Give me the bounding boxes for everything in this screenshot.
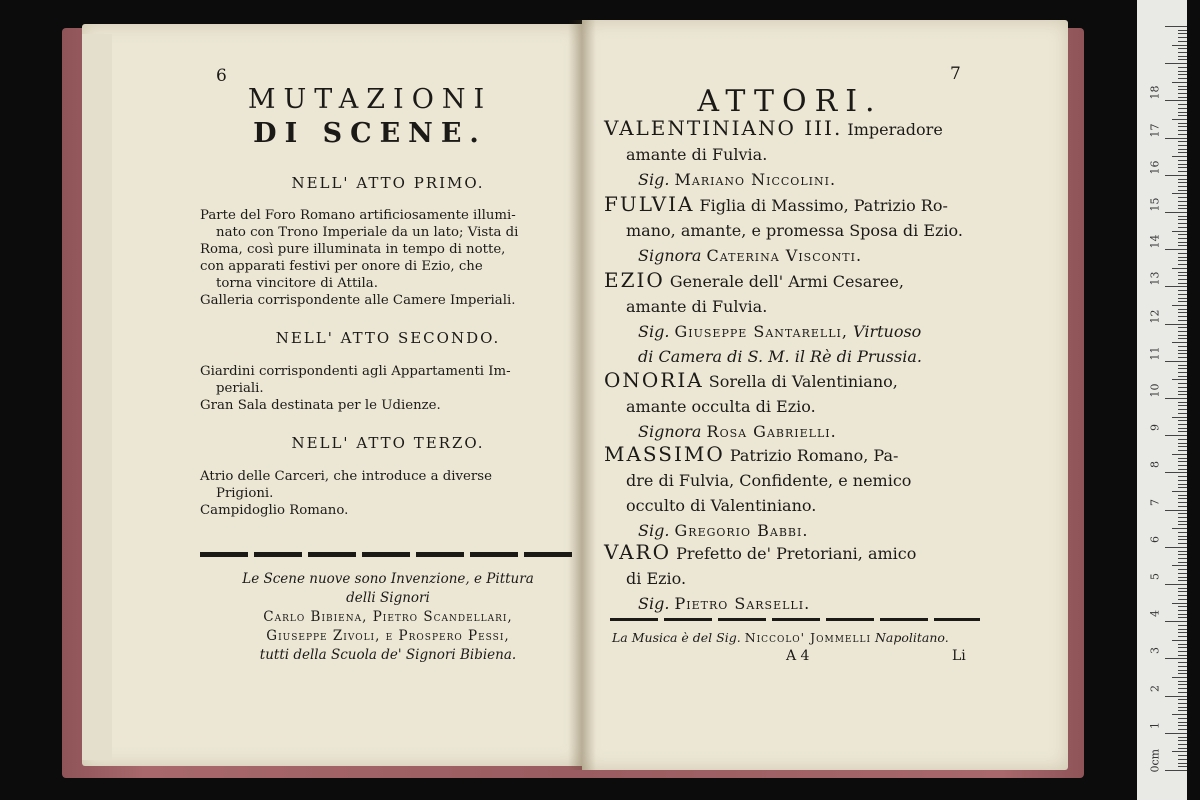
ruler-tick [1178,580,1187,581]
credit-artists: Carlo Bibiena, Pietro Scandellari, [263,609,513,625]
ruler-tick [1178,644,1187,645]
actor-name: VALENTINIANO III. [604,116,843,140]
actor-name: EZIO [604,268,665,292]
ruler-tick [1178,450,1187,451]
ruler-tick [1178,759,1187,760]
ruler-tick [1178,253,1187,254]
ruler-tick [1178,216,1187,217]
ruler-tick [1178,666,1187,667]
ruler-tick [1178,197,1187,198]
ruler-label: 16 [1148,160,1162,175]
ruler-tick [1178,495,1187,496]
ruler-tick [1178,595,1187,596]
ruler-tick [1178,56,1187,57]
singer-name: Mariano Niccolini. [674,170,837,189]
act1-description [200,207,576,309]
ruler-tick [1178,465,1187,466]
act3-line: Atrio delle Carceri, che introduce a diverse [200,469,492,484]
ruler-tick [1178,171,1187,172]
ruler-tick [1178,707,1187,708]
actor-desc: amante occulta di Ezio. [626,397,816,416]
ruler-tick [1178,536,1187,537]
ruler-tick [1178,223,1187,224]
ruler-tick [1178,763,1187,764]
act2-description [200,363,576,414]
actor-name: ONORIA [604,368,704,392]
actor-desc: Figlia di Massimo, Patrizio Ro- [699,196,948,215]
actor-desc: Prefetto de' Pretoriani, amico [676,544,917,563]
ruler-tick [1165,63,1187,64]
ruler-tick [1172,119,1187,120]
ruler-tick [1178,651,1187,652]
measurement-ruler [1137,0,1187,800]
singer-name: Pietro Sarselli. [674,594,811,613]
singer-name: Rosa Gabrielli. [706,422,837,441]
ruler-tick [1178,710,1187,711]
singer-name: Giuseppe Santarelli, [674,322,848,341]
ruler-tick [1178,722,1187,723]
ruler-tick [1178,74,1187,75]
ruler-tick [1178,309,1187,310]
ruler-tick [1178,331,1187,332]
act1-heading: NELL' ATTO PRIMO. [291,174,485,192]
ruler-tick [1178,692,1187,693]
ruler-tick [1172,640,1187,641]
ruler-tick [1178,532,1187,533]
ruler-tick [1178,513,1187,514]
right-page-number: 7 [950,64,961,84]
singer-title: Sig. [638,170,670,189]
actor-desc: di Ezio. [626,569,687,588]
ruler-tick [1165,547,1187,548]
ruler-tick [1178,257,1187,258]
ruler-label: 1 [1148,721,1162,729]
ruler-tick [1178,610,1187,611]
ruler-tick [1178,428,1187,429]
ruler-tick [1172,528,1187,529]
ruler-tick [1165,472,1187,473]
ruler-tick [1178,718,1187,719]
left-page-number: 6 [216,66,227,86]
act3-heading: NELL' ATTO TERZO. [291,434,485,452]
ruler-tick [1178,205,1187,206]
ornamental-rule [610,618,980,621]
ruler-label: 4 [1148,610,1162,618]
ruler-tick [1178,551,1187,552]
ruler-label: 12 [1148,309,1162,324]
ruler-tick [1178,41,1187,42]
ruler-tick [1178,242,1187,243]
ruler-tick [1172,379,1187,380]
act1-line: nato con Trono Imperiale da un lato; Vista di [216,225,519,240]
act2-line: Gran Sala destinata per le Udienze. [200,398,441,413]
ruler-tick [1178,431,1187,432]
ruler-tick [1178,420,1187,421]
ruler-tick [1178,744,1187,745]
ruler-tick [1178,443,1187,444]
ruler-tick [1172,268,1187,269]
actor-fulvia [604,192,963,268]
act1-line: Roma, così pure illuminata in tempo di notte, [200,242,506,257]
ruler-tick [1178,402,1187,403]
actor-varo [604,540,916,616]
ruler-tick [1178,67,1187,68]
ruler-tick [1178,684,1187,685]
ruler-tick [1178,86,1187,87]
ruler-tick [1178,152,1187,153]
actor-desc: dre di Fulvia, Confidente, e nemico [626,471,912,490]
ruler-tick [1178,699,1187,700]
ruler-tick [1178,748,1187,749]
ruler-tick [1178,517,1187,518]
ruler-label: 8 [1148,461,1162,469]
credit-line: tutti della Scuola de' Signori Bibiena. [259,647,517,663]
actor-valentiniano [604,116,943,192]
signature-mark: A 4 [786,648,810,664]
ruler-tick [1178,636,1187,637]
ruler-tick [1178,238,1187,239]
ruler-tick [1178,275,1187,276]
ruler-label: 11 [1148,346,1162,361]
ruler-tick [1165,249,1187,250]
ruler-tick [1178,78,1187,79]
ruler-tick [1178,260,1187,261]
act1-line: Galleria corrispondente alle Camere Imperiali. [200,293,516,308]
act1-line: torna vincitore di Attila. [216,276,378,291]
ruler-tick [1178,320,1187,321]
ruler-tick [1178,655,1187,656]
ruler-tick [1178,446,1187,447]
ruler-tick [1178,476,1187,477]
actor-onoria [604,368,898,444]
singer-name: Caterina Visconti. [706,246,863,265]
ruler-tick [1178,469,1187,470]
ruler-tick [1178,725,1187,726]
ruler-tick [1178,543,1187,544]
ruler-tick [1178,688,1187,689]
ruler-label: 6 [1148,535,1162,543]
ruler-tick [1165,584,1187,585]
ruler-tick [1172,45,1187,46]
ruler-tick [1172,342,1187,343]
actor-desc: amante di Fulvia. [626,297,768,316]
ruler-tick [1178,164,1187,165]
credit-line: delli Signori [346,590,430,606]
actor-desc: Sorella di Valentiniano, [708,372,898,391]
ruler-tick [1178,167,1187,168]
ruler-tick [1172,491,1187,492]
actor-name: FULVIA [604,192,695,216]
ruler-tick [1178,130,1187,131]
ruler-tick [1178,554,1187,555]
ruler-tick [1178,484,1187,485]
ruler-tick [1178,115,1187,116]
ruler-tick [1178,458,1187,459]
ruler-tick [1178,681,1187,682]
ruler-tick [1178,480,1187,481]
actor-name: VARO [604,540,671,564]
scene-credits [196,570,580,665]
ruler-label: 0cm [1148,748,1162,773]
actor-desc: occulto di Valentiniano. [626,496,817,515]
ruler-tick [1178,662,1187,663]
ruler-label: 14 [1148,234,1162,249]
ruler-tick [1178,729,1187,730]
music-credit-prefix: La Musica è del Sig. [612,630,741,645]
ruler-tick [1178,569,1187,570]
ruler-tick [1165,26,1187,27]
ruler-tick [1165,100,1187,101]
ruler-tick [1172,305,1187,306]
actor-desc: Imperadore [847,120,943,139]
ruler-tick [1178,264,1187,265]
ruler-tick [1178,201,1187,202]
ruler-tick [1178,294,1187,295]
ruler-tick [1178,424,1187,425]
ruler-tick [1178,33,1187,34]
ruler-tick [1165,324,1187,325]
ruler-tick [1178,272,1187,273]
act1-line: Parte del Foro Romano artificiosamente illumi- [200,208,516,223]
ruler-tick [1178,591,1187,592]
actor-name: MASSIMO [604,442,725,466]
ruler-tick [1178,338,1187,339]
ruler-tick [1172,603,1187,604]
ruler-tick [1178,93,1187,94]
ruler-tick [1178,108,1187,109]
ruler-tick [1165,361,1187,362]
ruler-tick [1178,353,1187,354]
ruler-tick [1178,112,1187,113]
ruler-label: 7 [1148,498,1162,506]
ruler-label: 9 [1148,424,1162,432]
ruler-tick [1165,286,1187,287]
ruler-tick [1178,134,1187,135]
actor-ezio [604,268,922,369]
ruler-tick [1178,737,1187,738]
music-credit-suffix: Napolitano. [874,630,949,645]
singer-title: Sig. [638,594,670,613]
ruler-tick [1178,647,1187,648]
ruler-tick [1165,138,1187,139]
ruler-tick [1178,30,1187,31]
ruler-tick [1178,327,1187,328]
left-title-line1: MUTAZIONI [247,84,493,115]
ruler-label: 5 [1148,573,1162,580]
ruler-label: 17 [1148,123,1162,138]
ruler-tick [1178,104,1187,105]
ruler-tick [1178,766,1187,767]
ruler-tick [1178,365,1187,366]
ruler-tick [1178,405,1187,406]
ruler-tick [1178,279,1187,280]
ruler-tick [1165,770,1187,771]
ruler-tick [1178,179,1187,180]
ruler-tick [1178,573,1187,574]
ruler-tick [1178,141,1187,142]
act2-line: periali. [216,381,264,396]
ruler-tick [1178,599,1187,600]
ruler-tick [1178,588,1187,589]
ruler-tick [1178,219,1187,220]
ruler-tick [1178,186,1187,187]
ruler-tick [1165,212,1187,213]
composer-name: Niccolo' Jommelli [744,630,871,645]
actor-desc: Generale dell' Armi Cesaree, [669,272,904,291]
ruler-tick [1178,52,1187,53]
ruler-label: 18 [1148,85,1162,100]
ruler-tick [1165,510,1187,511]
ruler-tick [1172,714,1187,715]
ruler-tick [1178,357,1187,358]
ruler-tick [1178,577,1187,578]
ruler-tick [1178,160,1187,161]
ruler-tick [1178,498,1187,499]
ruler-tick [1178,439,1187,440]
ruler-tick [1165,435,1187,436]
ruler-tick [1172,751,1187,752]
ruler-tick [1178,71,1187,72]
ruler-tick [1178,283,1187,284]
actor-desc: Patrizio Romano, Pa- [729,446,899,465]
catchword: Li [952,648,966,664]
ruler-tick [1178,703,1187,704]
ruler-tick [1178,312,1187,313]
ruler-tick [1178,368,1187,369]
ruler-tick [1178,487,1187,488]
ruler-tick [1178,740,1187,741]
ruler-tick [1178,629,1187,630]
ruler-tick [1178,387,1187,388]
left-title-line2: DI SCENE. [253,118,487,149]
ruler-tick [1165,696,1187,697]
act2-heading: NELL' ATTO SECONDO. [275,329,501,347]
singer-name: Gregorio Babbi. [674,521,809,540]
ruler-tick [1178,190,1187,191]
credit-line: Le Scene nuove sono Invenzione, e Pittura [242,571,534,587]
ruler-tick [1172,565,1187,566]
ruler-tick [1178,539,1187,540]
ruler-tick [1178,208,1187,209]
ruler-tick [1178,298,1187,299]
ruler-tick [1178,126,1187,127]
ruler-label: 2 [1148,684,1162,692]
ruler-tick [1178,48,1187,49]
ruler-tick [1178,413,1187,414]
music-credit [612,630,949,645]
ruler-tick [1178,123,1187,124]
ruler-tick [1165,621,1187,622]
ruler-tick [1178,149,1187,150]
ruler-tick [1178,350,1187,351]
page-edges [82,34,112,760]
ruler-tick [1178,376,1187,377]
ruler-tick [1178,316,1187,317]
ruler-tick [1165,658,1187,659]
ruler-tick [1178,558,1187,559]
ruler-tick [1178,182,1187,183]
singer-title: Signora [638,422,702,441]
ruler-tick [1178,562,1187,563]
ruler-tick [1178,521,1187,522]
ruler-tick [1178,617,1187,618]
ruler-tick [1178,227,1187,228]
ruler-tick [1178,245,1187,246]
ruler-tick [1165,733,1187,734]
ruler-tick [1178,301,1187,302]
ornamental-rule [200,552,572,557]
ruler-tick [1172,454,1187,455]
ruler-tick [1172,231,1187,232]
ruler-tick [1178,755,1187,756]
ruler-label: 3 [1148,647,1162,655]
ruler-tick [1178,391,1187,392]
ruler-tick [1172,156,1187,157]
ruler-tick [1178,670,1187,671]
singer-note: Virtuoso [853,322,922,341]
ruler-tick [1178,506,1187,507]
actor-desc: amante di Fulvia. [626,145,768,164]
ruler-tick [1178,89,1187,90]
ruler-tick [1178,383,1187,384]
ruler-tick [1172,193,1187,194]
ruler-tick [1178,290,1187,291]
ruler-tick [1178,606,1187,607]
singer-title: Sig. [638,521,670,540]
ruler-tick [1178,524,1187,525]
ruler-tick [1178,59,1187,60]
ruler-tick [1178,37,1187,38]
ruler-tick [1178,97,1187,98]
ruler-tick [1178,502,1187,503]
ruler-tick [1178,409,1187,410]
ruler-tick [1178,335,1187,336]
act3-line: Prigioni. [216,486,274,501]
act3-line: Campidoglio Romano. [200,503,349,518]
ruler-tick [1178,625,1187,626]
actor-desc: mano, amante, e promessa Sposa di Ezio. [626,221,963,240]
ruler-tick [1178,673,1187,674]
ruler-tick [1178,461,1187,462]
ruler-label: 10 [1148,383,1162,398]
ruler-tick [1165,398,1187,399]
act3-description [200,468,576,519]
actor-massimo [604,442,911,543]
ruler-tick [1165,175,1187,176]
ruler-tick [1178,372,1187,373]
right-title: ATTORI. [697,84,883,119]
ruler-label: 15 [1148,197,1162,212]
singer-title: Signora [638,246,702,265]
ruler-tick [1172,677,1187,678]
ruler-tick [1178,614,1187,615]
ruler-tick [1172,417,1187,418]
ruler-tick [1178,394,1187,395]
singer-note: di Camera di S. M. il Rè di Prussia. [638,347,922,366]
ruler-tick [1172,82,1187,83]
ruler-label: 13 [1148,271,1162,286]
ruler-tick [1178,632,1187,633]
act2-line: Giardini corrispondenti agli Appartamenti Im- [200,364,511,379]
act1-line: con apparati festivi per onore di Ezio, che [200,259,483,274]
singer-title: Sig. [638,322,670,341]
ruler-tick [1178,145,1187,146]
credit-artists: Giuseppe Zivoli, e Prospero Pessi, [266,628,510,644]
ruler-tick [1178,234,1187,235]
ruler-tick [1178,346,1187,347]
